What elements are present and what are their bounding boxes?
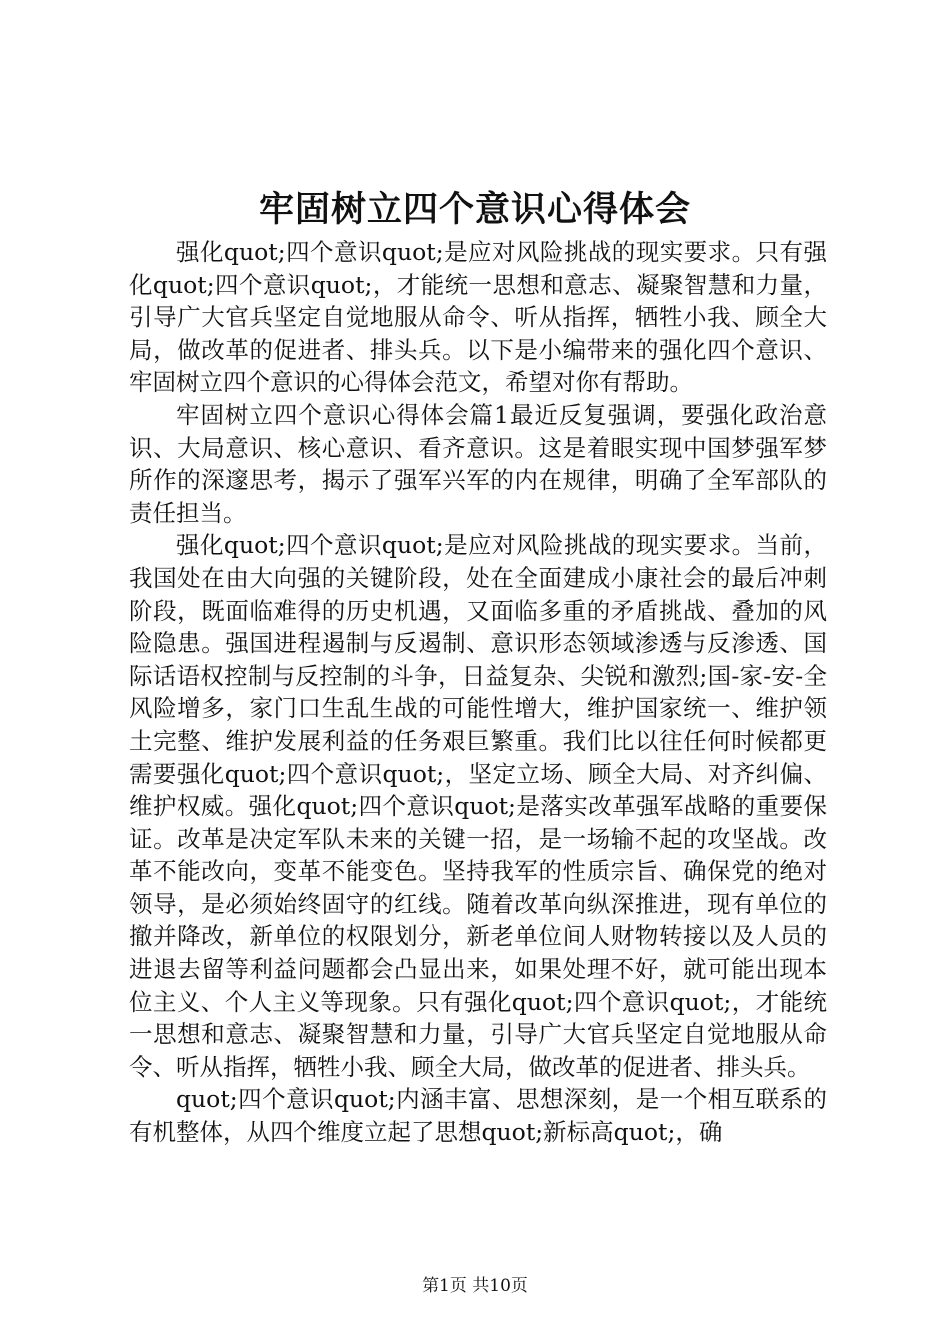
page-title: 牢固树立四个意识心得体会 (258, 189, 691, 230)
page-number-footer: 第1页 共10页 (422, 1276, 528, 1296)
paragraph-section-1: 牢固树立四个意识心得体会篇1最近反复强调，要强化政治意识、大局意识、核心意识、看齐意识。这是着眼实现中国梦强军梦所作的深邃思考，揭示了强军兴军的内在规律，明确了全军部队的责任担当。 (129, 400, 827, 527)
paragraph-intro: 强化quot;四个意识quot;是应对风险挑战的现实要求。只有强化quot;四个意识quot;，才能统一思想和意志、凝聚智慧和力量，引导广大官兵坚定自觉地服从命令、听从指挥，牺牲小我、顾全大局，做改革的促进者、排头兵。以下是小编带来的强化四个意识、牢固树立四个意识的心得体会范文，希望对你有帮助。 (129, 238, 827, 397)
document-body (129, 236, 827, 1149)
paragraph-risk-challenges: 强化quot;四个意识quot;是应对风险挑战的现实要求。当前，我国处在由大向强的关键阶段，处在全面建成小康社会的最后冲刺阶段，既面临难得的历史机遇，又面临多重的矛盾挑战、叠加的风险隐患。强国进程遏制与反遏制、意识形态领域渗透与反渗透、国际话语权控制与反控制的斗争，日益复杂、尖锐和激烈;国-家-安-全风险增多，家门口生乱生战的可能性增大，维护国家统一、维护领土完整、维护发展利益的任务艰巨繁重。我们比以往任何时候都更需要强化quot;四个意识quot;，坚定立场、顾全大局、对齐纠偏、维护权威。强化quot;四个意识quot;是落实改革强军战略的重要保证。改革是决定军队未来的关键一招，是一场输不起的攻坚战。改革不能改向，变革不能变色。坚持我军的性质宗旨、确保党的绝对领导，是必须始终固守的红线。随着改革向纵深推进，现有单位的撤并降改，新单位的权限划分，新老单位间人财物转接以及人员的进退去留等利益问题都会凸显出来，如果处理不好，就可能出现本位主义、个人主义等现象。只有强化quot;四个意识quot;，才能统一思想和意志、凝聚智慧和力量，引导广大官兵坚定自觉地服从命令、听从指挥，牺牲小我、顾全大局，做改革的促进者、排头兵。 (129, 531, 827, 1081)
paragraph-connotation: quot;四个意识quot;内涵丰富、思想深刻，是一个相互联系的有机整体，从四个维度立起了思想quot;新标高quot;，确 (129, 1085, 827, 1147)
